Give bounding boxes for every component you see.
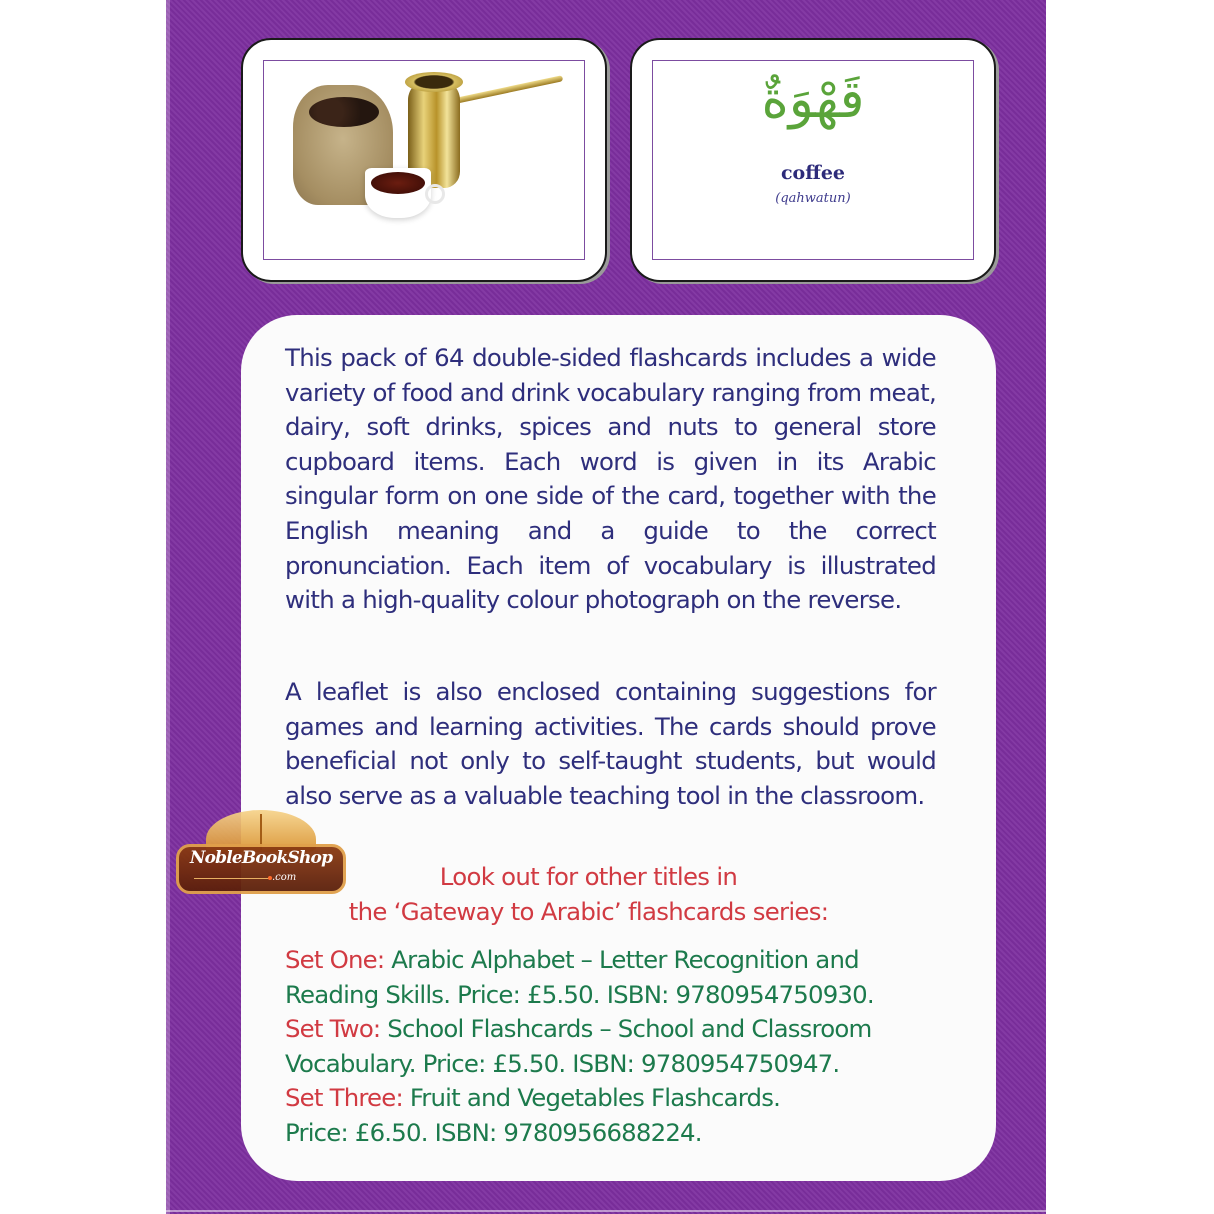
description-paragraph-1: This pack of 64 double-sided flashcards includes a wide variety of food and drink vocabulary ranging from meat, dairy, soft drinks, spices and nuts to general store cupboard items. Each word is given in its Arabic singular form on one side of the card, together with the English meaning and a guide to the correct pronunciation. Each item of vocabulary is illustrated with a high-quality colour photograph on the reverse. (285, 343, 936, 615)
promo-line-1: Look out for other titles in (439, 862, 738, 891)
coffee-pot-rim (405, 72, 463, 92)
series-item-label: Set Three: (285, 1083, 403, 1113)
series-item-title: Fruit and Vegetables Flashcards. (402, 1083, 781, 1113)
logo-name: NobleBookShop (189, 848, 333, 868)
sample-card-word-side (630, 38, 996, 282)
description-panel (241, 315, 996, 1181)
transliteration: (qahwatun) (775, 191, 851, 206)
coffee-liquid (371, 172, 425, 194)
cup-handle (425, 184, 445, 204)
series-item-label: Set Two: (285, 1014, 381, 1044)
logo-underline (194, 878, 270, 879)
coffee-photo (243, 40, 605, 280)
english-word: coffee (780, 162, 845, 184)
series-item-title: School Flashcards – School and Classroom (380, 1014, 872, 1044)
description-paragraph-2: A leaflet is also enclosed containing suggestions for games and learning activities. The cards should prove beneficial not only to self-taught students, but would also serve as a valuable teaching tool in the classroom. (285, 677, 936, 810)
series-item-1-line-2: Reading Skills. Price: £5.50. ISBN: 9780954750930. (285, 979, 874, 1009)
series-item-3-line-1 (285, 1081, 945, 1116)
sample-card-photo-side (241, 38, 607, 282)
series-item-1-line-1 (285, 943, 945, 978)
series-item-2-line-2: Vocabulary. Price: £5.50. ISBN: 9780954750947. (285, 1048, 840, 1078)
coffee-cup-image (365, 168, 431, 218)
logo-suffix: .com (272, 872, 297, 883)
box-crease (166, 1210, 1046, 1212)
series-item-3-line-2: Price: £6.50. ISBN: 9780956688224. (285, 1117, 702, 1147)
coffee-beans-image (309, 97, 379, 127)
arabic-word: قَهْوَةٌ (761, 70, 865, 130)
noblebookshop-watermark (176, 810, 346, 900)
promo-line-2: the ‘Gateway to Arabic’ flashcards series: (348, 896, 829, 926)
series-list (285, 943, 945, 1151)
series-item-title: Arabic Alphabet – Letter Recognition and (384, 945, 859, 974)
box-edge (166, 0, 170, 1214)
pot-handle-image (454, 75, 563, 104)
series-item-label: Set One: (285, 945, 385, 974)
series-item-2-line-1 (285, 1012, 945, 1047)
